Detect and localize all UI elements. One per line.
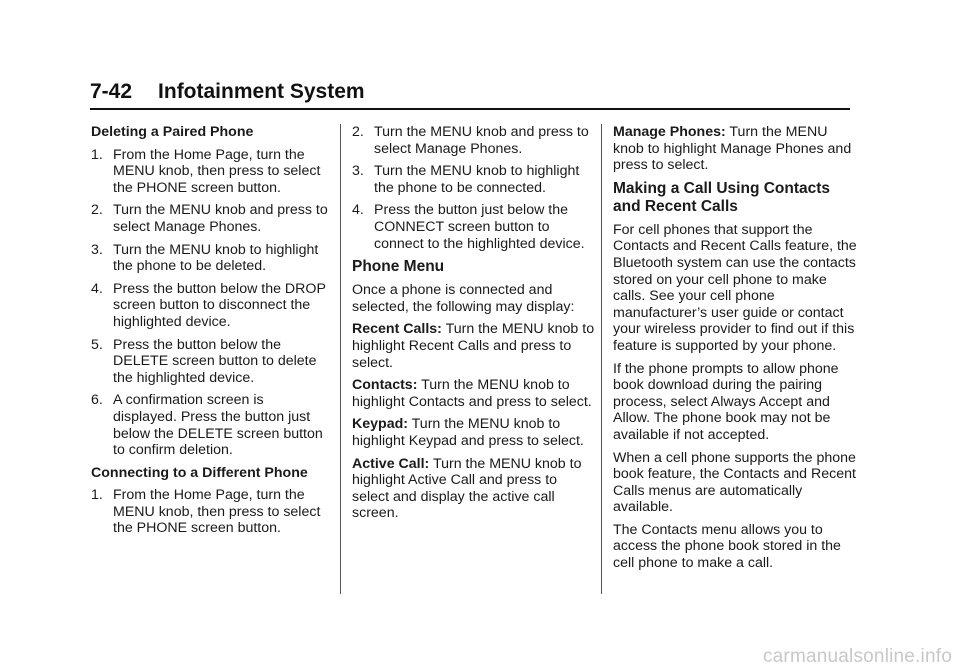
column-divider	[340, 124, 341, 594]
step-text: Turn the MENU knob and press to select Manage Phones.	[374, 124, 589, 157]
paragraph: If the phone prompts to allow phone book download during the pairing process, select Always Accept and Allow. The phone book may not be available if not accepted.	[613, 360, 839, 443]
column-divider	[601, 124, 602, 594]
list-item	[352, 163, 596, 196]
steps-connecting-phone-continued	[352, 124, 596, 252]
step-number: 1.	[91, 146, 103, 163]
subheading-deleting-phone: Deleting a Paired Phone	[91, 124, 254, 140]
term-label: Manage Phones:	[613, 124, 726, 140]
term-label: Keypad:	[352, 416, 408, 433]
step-number: 6.	[91, 392, 103, 409]
list-item	[91, 337, 331, 387]
list-item	[91, 392, 331, 458]
list-item	[91, 487, 331, 537]
term-description: Turn the MENU knob to highlight Recent Calls and press to select.	[352, 321, 595, 371]
page-header	[90, 80, 850, 110]
step-number: 4.	[91, 280, 103, 297]
column-right	[613, 124, 859, 578]
list-item	[91, 147, 331, 197]
step-number: 5.	[91, 336, 103, 353]
step-text: Turn the MENU knob to highlight the phone to be connected.	[374, 163, 580, 196]
heading-making-call: Making a Call Using Contacts and Recent Calls	[613, 179, 831, 215]
steps-connecting-phone	[91, 487, 331, 537]
step-text: A confirmation screen is displayed. Press the button just below the DELETE screen button to confirm deletion.	[113, 392, 323, 459]
list-item	[91, 202, 331, 235]
step-number: 3.	[352, 163, 364, 180]
step-number: 3.	[91, 241, 103, 258]
section-title: Infotainment System	[158, 80, 365, 103]
step-text: Turn the MENU knob to highlight the phone to be deleted.	[113, 241, 319, 275]
step-text: Press the button below the DROP screen button to disconnect the highlighted device.	[113, 280, 326, 330]
step-text: Press the button below the DELETE screen button to delete the highlighted device.	[113, 336, 317, 386]
heading-phone-menu: Phone Menu	[352, 258, 445, 276]
term-description: Turn the MENU knob to highlight Keypad and press to select.	[352, 416, 584, 449]
list-item	[91, 242, 331, 275]
menu-item-manage-phones	[613, 124, 859, 174]
watermark: carmanualsonline.info	[762, 646, 952, 667]
term-label: Contacts:	[352, 377, 418, 394]
step-number: 2.	[91, 202, 103, 219]
phone-menu-intro: Once a phone is connected and selected, the following may display:	[352, 282, 575, 315]
column-left	[91, 124, 331, 543]
term-label: Recent Calls:	[352, 321, 442, 338]
step-text: From the Home Page, turn the MENU knob, then press to select the PHONE screen button.	[113, 487, 321, 537]
menu-item-active-call	[352, 456, 596, 522]
paragraph: The Contacts menu allows you to access the phone book stored in the cell phone to make a call.	[613, 521, 841, 572]
step-number: 2.	[352, 124, 364, 140]
steps-deleting-phone	[91, 147, 331, 459]
term-label: Active Call:	[352, 455, 430, 472]
step-number: 4.	[352, 202, 364, 219]
subheading-connecting-phone: Connecting to a Different Phone	[91, 464, 308, 481]
menu-item-contacts	[352, 377, 596, 410]
menu-item-keypad	[352, 416, 596, 449]
list-item	[352, 124, 596, 157]
menu-item-recent-calls	[352, 321, 596, 371]
paragraph: When a cell phone supports the phone book feature, the Contacts and Recent Calls menus are automatically available.	[613, 449, 856, 516]
column-middle	[352, 124, 596, 528]
term-description: Turn the MENU knob to highlight Manage Phones and press to select.	[613, 124, 852, 174]
term-description: Turn the MENU knob to highlight Active Call and press to select and display the active call screen.	[352, 455, 582, 522]
paragraph: For cell phones that support the Contacts and Recent Calls feature, the Bluetooth system can use the contacts stored on your cell phone to make calls. See your cell phone manufacturer’s user guide or contact your wireless provider to find out if this feature is supported by your phone.	[613, 221, 857, 354]
step-text: From the Home Page, turn the MENU knob, then press to select the PHONE screen button.	[113, 146, 321, 196]
step-text: Turn the MENU knob and press to select Manage Phones.	[113, 202, 328, 235]
step-text: Press the button just below the CONNECT screen button to connect to the highlighted device.	[374, 202, 585, 252]
term-description: Turn the MENU knob to highlight Contacts and press to select.	[352, 377, 592, 410]
step-number: 1.	[91, 487, 103, 504]
list-item	[352, 202, 596, 252]
page-number: 7-42	[90, 80, 133, 103]
list-item	[91, 281, 331, 331]
